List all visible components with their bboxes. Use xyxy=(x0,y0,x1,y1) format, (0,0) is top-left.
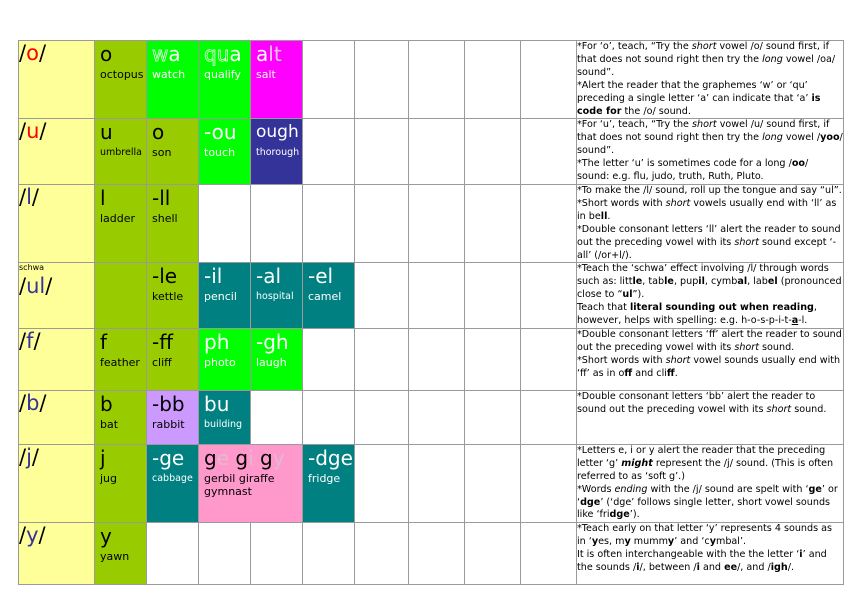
empty-cell xyxy=(409,444,465,522)
teaching-notes xyxy=(577,119,844,185)
grapheme-cell xyxy=(95,119,147,185)
example-word: pencil xyxy=(204,290,237,304)
empty-cell xyxy=(355,444,409,522)
grapheme-cell xyxy=(95,184,147,262)
empty-cell xyxy=(355,263,409,329)
grapheme: -ge xyxy=(152,445,185,470)
empty-cell xyxy=(409,523,465,585)
note-paragraph: *Alert the reader that the graphemes ‘w’ or ‘qu’ preceding a single letter ‘a’ can indicate that ‘a’ is code for the /o/ sound. xyxy=(577,79,821,117)
teaching-notes xyxy=(577,523,844,585)
empty-cell xyxy=(251,390,303,444)
example-word: cliff xyxy=(152,355,172,369)
example-word: shell xyxy=(152,211,178,225)
grapheme-cell xyxy=(147,444,199,522)
grapheme-cell xyxy=(95,41,147,119)
example-word: touch xyxy=(204,146,236,160)
grapheme-cell xyxy=(251,41,303,119)
example-word: rabbit xyxy=(152,417,185,431)
note-paragraph: *Double consonant letters ‘ll’ alert the reader to sound out the preceding vowel with its short sound except ‘-all’ (/or+l/). xyxy=(577,223,841,261)
empty-cell xyxy=(521,390,577,444)
note-paragraph: *The letter ‘u’ is sometimes code for a long /oo/ sound: e.g. flu, judo, truth, Ruth, Pluto. xyxy=(577,158,809,183)
example-word: building xyxy=(204,418,243,430)
grapheme: ge gi gy xyxy=(204,445,285,470)
grapheme-cell xyxy=(147,41,199,119)
table-row xyxy=(19,263,844,329)
empty-cell xyxy=(303,328,355,390)
grapheme: l xyxy=(100,185,106,210)
example-word: yawn xyxy=(100,550,130,564)
empty-cell xyxy=(465,523,521,585)
grapheme: -el xyxy=(308,264,334,289)
empty-cell xyxy=(303,41,355,119)
grapheme: o xyxy=(100,42,113,66)
grapheme-cell xyxy=(199,328,251,390)
note-paragraph: *Letters e, i or y alert the reader that the preceding letter ‘g’ might represent the /j/ sound. (This is often referred to as ‘soft g’.) xyxy=(577,444,834,482)
empty-cell xyxy=(465,390,521,444)
grapheme: -al xyxy=(256,264,282,289)
grapheme-cell xyxy=(251,328,303,390)
empty-cell xyxy=(251,184,303,262)
schwa-label: schwa xyxy=(19,263,45,273)
example-word: bat xyxy=(100,417,119,431)
empty-cell xyxy=(251,523,303,585)
empty-cell xyxy=(147,523,199,585)
grapheme-cell xyxy=(95,328,147,390)
teaching-notes xyxy=(577,444,844,522)
grapheme-cell xyxy=(303,263,355,329)
empty-cell xyxy=(521,444,577,522)
grapheme-cell xyxy=(199,263,251,329)
grapheme-cell xyxy=(147,328,199,390)
empty-cell xyxy=(465,119,521,185)
example-word: kettle xyxy=(152,290,184,304)
table-row xyxy=(19,119,844,185)
note-paragraph: *Double consonant letters ‘bb’ alert the reader to sound out the preceding vowel with its short sound. xyxy=(577,390,827,415)
sound-symbol: /f/ xyxy=(19,328,41,353)
grapheme: o xyxy=(152,120,165,145)
empty-cell xyxy=(303,523,355,585)
sound-symbol: /ul/ xyxy=(19,274,53,299)
sound-cell xyxy=(19,328,95,390)
example-word: fridge xyxy=(308,471,341,485)
grapheme-cell xyxy=(147,263,199,329)
sound-symbol: /j/ xyxy=(19,444,39,469)
grapheme-cell xyxy=(251,263,303,329)
empty-cell xyxy=(409,41,465,119)
phonics-table xyxy=(18,40,844,585)
empty-cell xyxy=(521,184,577,262)
empty-cell xyxy=(465,328,521,390)
empty-cell xyxy=(465,41,521,119)
empty-cell xyxy=(355,390,409,444)
grapheme: -dge xyxy=(308,445,353,470)
note-paragraph: *For ‘u’, teach, “Try the short vowel /u/ sound first, if that does not sound right then try the long vowel /yoo/ sound”. xyxy=(577,119,843,157)
grapheme: y xyxy=(100,524,112,549)
grapheme: -bb xyxy=(152,391,185,416)
grapheme-cell xyxy=(147,119,199,185)
grapheme-cell xyxy=(251,119,303,185)
grapheme: bu xyxy=(204,391,230,416)
empty-cell xyxy=(521,119,577,185)
sound-symbol: /u/ xyxy=(19,119,47,144)
sound-cell xyxy=(19,41,95,119)
note-paragraph: *Short words with short vowel sounds usually end with ‘ff’ as in off and cliff. xyxy=(577,354,841,379)
sound-cell xyxy=(19,523,95,585)
grapheme-cell xyxy=(199,390,251,444)
grapheme-cell xyxy=(199,119,251,185)
note-paragraph: *Short words with short vowels usually end with ‘ll’ as in bell. xyxy=(577,197,837,222)
sound-symbol: /y/ xyxy=(19,523,46,548)
example-word: son xyxy=(152,146,172,160)
teaching-notes xyxy=(577,390,844,444)
grapheme-cell xyxy=(95,263,147,329)
grapheme: u xyxy=(100,120,113,145)
empty-cell xyxy=(355,184,409,262)
sound-symbol: /l/ xyxy=(19,184,39,209)
sound-symbol: /o/ xyxy=(19,41,47,65)
teaching-notes xyxy=(577,263,844,329)
grapheme-cell xyxy=(199,444,303,522)
empty-cell xyxy=(355,41,409,119)
sound-cell xyxy=(19,184,95,262)
empty-cell xyxy=(409,328,465,390)
empty-cell xyxy=(303,390,355,444)
example-word: cabbage xyxy=(152,472,193,484)
grapheme-cell xyxy=(147,390,199,444)
example-word: octopus xyxy=(100,68,144,81)
grapheme: ph xyxy=(204,329,230,354)
example-word: gerbil giraffe gymnast xyxy=(204,471,275,498)
empty-cell xyxy=(409,263,465,329)
note-paragraph: *Teach the ‘schwa’ effect involving /l/ through words such as: little, table, pupil, cymbal, label (pronounced close to “ul”). xyxy=(577,263,842,301)
grapheme: -gh xyxy=(256,329,289,354)
table-row xyxy=(19,444,844,522)
example-word: salt xyxy=(256,68,276,81)
grapheme-cell xyxy=(95,390,147,444)
empty-cell xyxy=(409,390,465,444)
empty-cell xyxy=(465,263,521,329)
grapheme-cell xyxy=(199,41,251,119)
grapheme: j xyxy=(100,445,106,470)
note-paragraph: *Words ending with the /j/ sound are spelt with ‘ge’ or ‘dge’ (‘dge’ follows single letter, short vowel sounds like ‘fridge’). xyxy=(577,483,838,521)
grapheme-cell xyxy=(147,184,199,262)
grapheme: alt xyxy=(256,42,282,66)
teaching-notes xyxy=(577,328,844,390)
table-row xyxy=(19,184,844,262)
example-word: thorough xyxy=(256,147,300,159)
table-row xyxy=(19,390,844,444)
example-word: jug xyxy=(100,471,118,485)
empty-cell xyxy=(199,523,251,585)
example-word: feather xyxy=(100,355,140,369)
sound-cell xyxy=(19,263,95,329)
note-paragraph: It is often interchangeable with the the letter ‘i’ and the sounds /i/, between /i and ee/, and /igh/. xyxy=(577,549,827,574)
table-row xyxy=(19,41,844,119)
note-paragraph: *For ‘o’, teach, “Try the short vowel /o/ sound first, if that does not sound right then try the long vowel /oa/ sound”. xyxy=(577,41,836,78)
empty-cell xyxy=(465,184,521,262)
sound-cell xyxy=(19,119,95,185)
empty-cell xyxy=(521,263,577,329)
empty-cell xyxy=(355,119,409,185)
grapheme: -il xyxy=(204,264,223,289)
empty-cell xyxy=(521,41,577,119)
example-word: photo xyxy=(204,355,236,369)
grapheme-cell xyxy=(303,444,355,522)
grapheme: -ou xyxy=(204,120,237,145)
grapheme: f xyxy=(100,329,108,354)
sound-cell xyxy=(19,444,95,522)
empty-cell xyxy=(465,444,521,522)
sound-cell xyxy=(19,390,95,444)
empty-cell xyxy=(355,328,409,390)
empty-cell xyxy=(199,184,251,262)
note-paragraph: *To make the /l/ sound, roll up the tongue and say “ul”. xyxy=(577,184,842,196)
note-paragraph: *Teach early on that letter ‘y’ represents 4 sounds as in ‘yes, my mummy’ and ‘cymbal’. xyxy=(577,523,833,548)
empty-cell xyxy=(303,119,355,185)
empty-cell xyxy=(409,184,465,262)
grapheme: -ll xyxy=(152,185,171,210)
empty-cell xyxy=(409,119,465,185)
example-word: laugh xyxy=(256,355,287,369)
grapheme: qua xyxy=(204,42,242,66)
example-word: ladder xyxy=(100,211,136,225)
grapheme-cell xyxy=(95,444,147,522)
empty-cell xyxy=(303,184,355,262)
grapheme: -ff xyxy=(152,329,173,354)
note-paragraph: *Double consonant letters ‘ff’ alert the reader to sound out the preceding vowel with its short sound. xyxy=(577,328,842,353)
grapheme: wa xyxy=(152,42,181,66)
example-word: qualify xyxy=(204,68,241,81)
grapheme: b xyxy=(100,391,113,416)
example-word: watch xyxy=(152,68,186,81)
note-paragraph: Teach that literal sounding out when reading, however, helps with spelling: e.g. h-o-s-p-i-t-a-l. xyxy=(577,302,817,327)
example-word: hospital xyxy=(256,291,294,303)
empty-cell xyxy=(355,523,409,585)
example-word: umbrella xyxy=(100,147,142,159)
teaching-notes xyxy=(577,41,844,119)
empty-cell xyxy=(521,328,577,390)
table-row xyxy=(19,328,844,390)
empty-cell xyxy=(521,523,577,585)
example-word: camel xyxy=(308,290,342,304)
teaching-notes xyxy=(577,184,844,262)
grapheme-cell xyxy=(95,523,147,585)
grapheme: ough xyxy=(256,122,299,143)
grapheme: -le xyxy=(152,264,178,289)
table-row xyxy=(19,523,844,585)
sound-symbol: /b/ xyxy=(19,390,47,415)
